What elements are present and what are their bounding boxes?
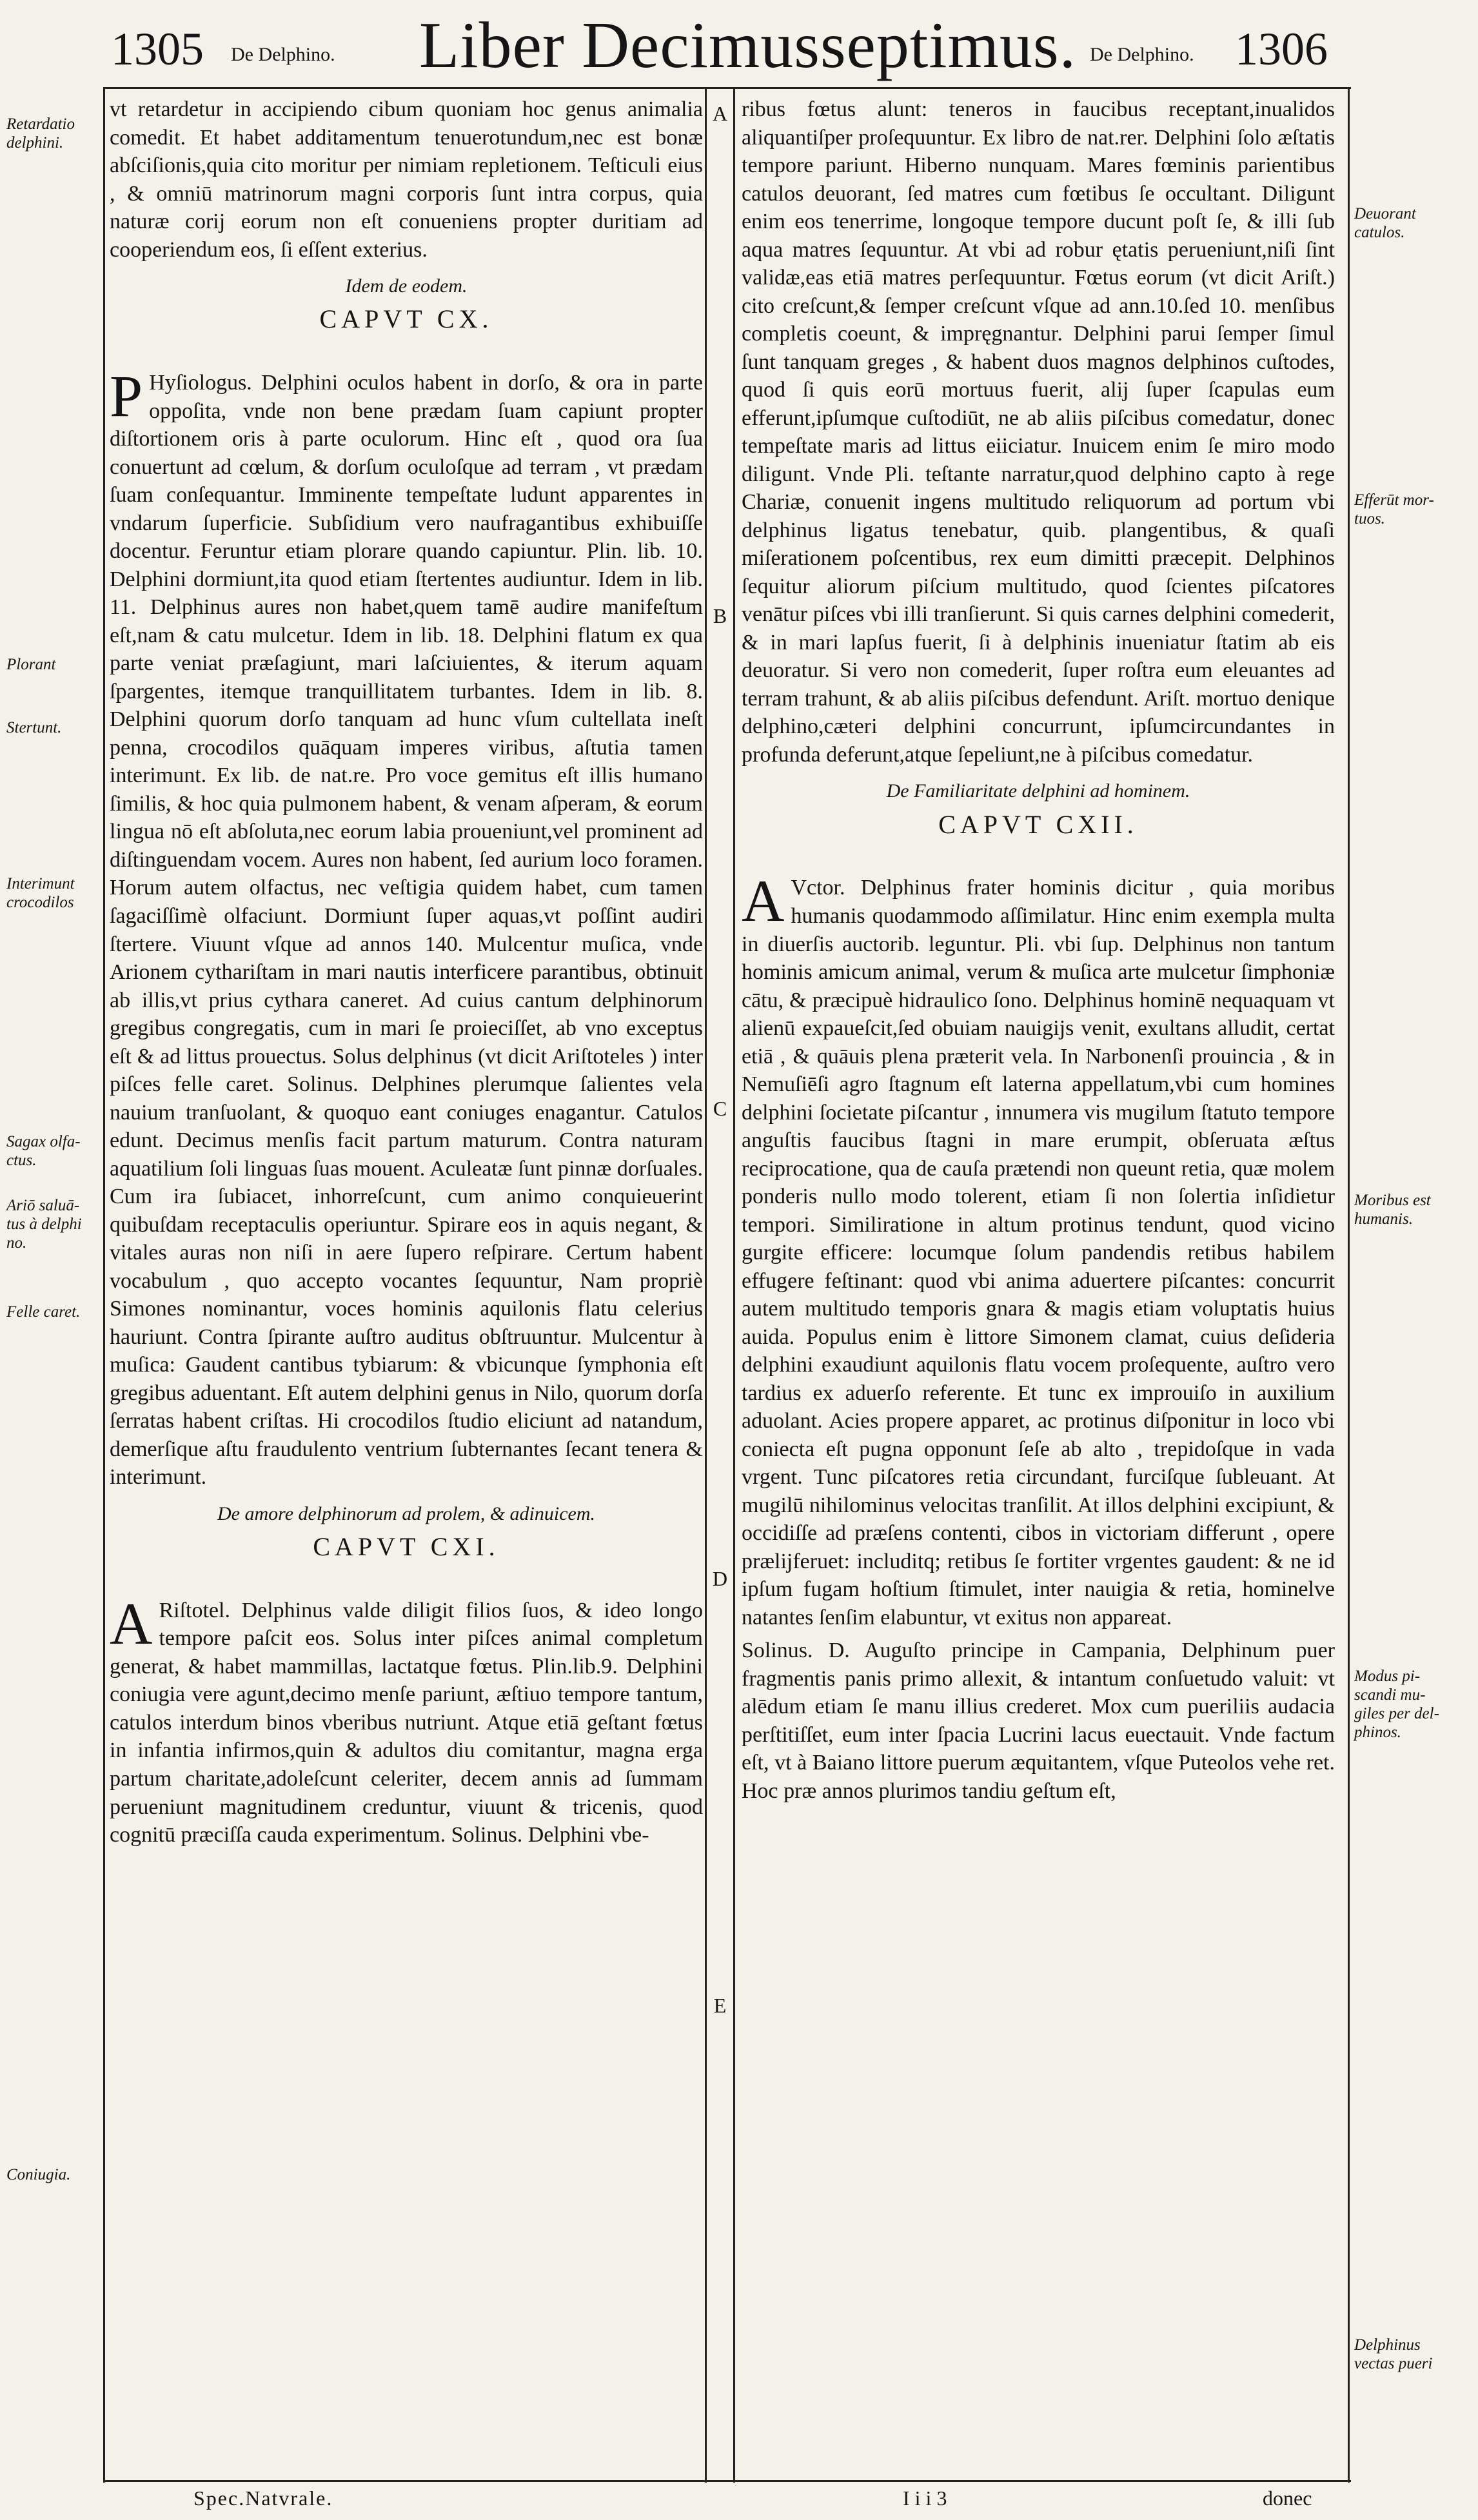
margin-note-plorant: Plorant (6, 656, 56, 673)
left-page-number: 1305 (111, 23, 204, 75)
margin-note-moribus: Moribus est humanis. (1354, 1192, 1431, 1228)
left-subhead-2: De amore delphinorum ad prolem, & adinuicem. (217, 1502, 596, 1524)
chapter-112-heading: CAPVT CXII. (938, 809, 1138, 839)
section-mark-b: B (713, 604, 727, 627)
margin-note-stertunt: Stertunt. (6, 719, 62, 736)
chapter-112-text: Vctor. Delphinus frater hominis dicitur , quia moribus humanis quodammodo aſſimilatur. Hinc enim exempla multa in diuerſis auctorib. leguntur. Pli. vbi ſup. Delphinus non tantum hominis amicum animal, verum & muſica arte mulcetur ſimphoniæ cātu, & præcipuè hidraulico ſono. Delphinus hominē nequaquam vt alienū expaueſcit,ſed obuiam nauigijs venit, exultans alludit, certat etiā , & quāuis plena præterit vela. In Narbonenſi prouincia , & in Nemuſiēſi agro ſtagnum eſt laterna appellatum,vbi cum homines delphini ſocietate piſcantur , innumera vis mugilum ſtatuto tempore anguſtis faucibus ſtagni in mare erumpit, obſeruata æſtus reciprocatione, qua de cauſa prætendi non queunt retia, quæ molem ponderis nullo modo tolerent, etiam ſi non ſolertia inſidietur tempori. Similiratione in altum protinus tendunt, quod vicino gurgite efficere: locumque ſolum pandendis retibus habilem effugere feſtinant: quod vbi anima aduertere piſcantes: concurrit autem multitudo temporis gnara & magis etiam voluptatis huius auida. Populus enim è littore Simonem clamat, cuius deſideria delphini exaudiunt aquilonis flatu vocem proſequente, auſtro vero tardius ex aduerſo referente. Et tunc ex improuiſo in auxilium aduolant. Acies propere apparet, ac protinus diſponitur in loco vbi coniecta eſt pugna opponunt ſeſe ab alto , trepidoſque in vada vrgent. Tunc piſcatores retia circundant, furciſque ſubleuant. At mugilū nihilominus velocitas tranſilit. At illos delphini excipiunt, & occidiſſe ad præſens contenti, cibos in victoriam differunt , opere prælijferuet: includitq; retibus ſe fortiter vrgentes gaudent: & ne id ipſum fugam hoſtium ſtimulet, inter nauigia & retia, hominelve natantes ſenſim elabuntur, vt exitus non appareat. (742, 876, 1335, 1629)
chapter-111-heading: CAPVT CXI. (313, 1532, 500, 1562)
chapter-110-initial: P (110, 363, 143, 429)
section-mark-d: D (712, 1567, 728, 1590)
page-header (0, 0, 1478, 87)
section-letter-marks (707, 0, 733, 2520)
left-marginal-notes (0, 0, 100, 2520)
right-column-rule (1348, 87, 1350, 2483)
chapter-110-text-block (110, 341, 703, 1491)
right-marginal-notes (1354, 0, 1478, 2520)
chapter-111-initial: A (110, 1590, 153, 1657)
margin-note-deuorant: Deuorant catulos. (1354, 205, 1416, 241)
left-running-head: De Delphino. (231, 44, 335, 65)
right-column-body (742, 95, 1335, 1805)
left-column-rule (103, 87, 105, 2483)
book-title: Liber Decimusseptimus. (419, 9, 1077, 82)
margin-note-modus: Modus pi- scandi mu- giles per del- phinos. (1354, 1668, 1439, 1741)
margin-note-arion: Ariō saluā- tus à delphi no. (6, 1197, 82, 1252)
left-column-body (110, 95, 703, 1849)
signature-mark: I i i 3 (903, 2486, 947, 2510)
footer-spec-naturale: Spec.Natvrale. (193, 2486, 333, 2510)
section-mark-e: E (713, 1994, 727, 2017)
margin-note-interimunt: Interimunt crocodilos (6, 875, 75, 911)
chapter-111-text: Riſtotel. Delphinus valde diligit filios ſuos, & ideo longo tempore paſcit eos. Solus inter piſces animal completum generat, & habet mammillas, lactatque fœtus. Plin.lib.9. Delphini coniugia vere agunt,decimo menſe pariunt, æſtiuo tempore tantum, catulos interdum binos vberibus nutriunt. Atque etiā geſtant fœtus in infantia infirmos,quin & adultos diu comitantur, magna erga partum charitate,adoleſcunt celeriter, decem annis ad ſummam perueniunt magnitudinem creduntur, viuunt & tricenis, quod cognitū præciſſa cauda experimentum. Solinus. Delphini vbe- (110, 1598, 703, 1847)
right-intro-text: ribus fœtus alunt: teneros in faucibus receptant,inualidos aliquantiſper proſequuntur. Ex libro de nat.rer. Delphini ſolo æſtatis tempore pariunt. Hiberno nunquam. Mares fœminis parientibus catulos deuorant, ſed matres cum fœtibus ſe occultant. Diligunt enim eos tenerrime, longoque tempore ducunt poſt ſe, & illi ſub aqua matres ſequuntur. At vbi ad robur ętatis perueniunt,niſi ſint validæ,eas etiā matres perſequuntur. Fœtus eorum (vt dicit Ariſt.) cito creſcunt,& ſemper creſcunt vſque ad ann.10.ſed 10. menſibus completis coeunt, & impręgnantur. Delphini parui ſemper ſimul ſunt tanquam greges , & habent duos magnos delphinos cuſtodes, quod ſi quis eorū mortuus fuerit, alij ſuper ſcapulas eum efferunt,ipſumque cuſtodiūt, ne ab aliis piſcibus comedatur, donec tempeſtate maris ad littus eiiciatur. Inuicem enim ſe miro modo diligunt. Vnde Pli. teſtante narratur,quod delphino capto à rege Chariæ, conuenit ingens multitudo reliquorum ad portum vbi delphinus ligatus tenebatur, quib. plangentibus, & quaſi miſerationem poſcentibus, rex eum dimitti præcepit. Delphinos ſequitur aliorum piſcium multitudo, quod ſcientes piſcatores venātur piſces vbi illi tranſierunt. Si quis carnes delphini comederit, & in mari lapſus fuerit, ſi à delphinis inueniatur ſtatim ab eis deuoratur. Si vero non comederit, ſuper roſtra eum eleuantes ad terram trahunt, & ab aliis piſcibus defendunt. Ariſt. mortuo denique delphino,cæteri delphini concurrunt, ipſumcircundantes in profunda deferunt,atque ſepeliunt,ne à piſcibus comedatur. (742, 97, 1335, 767)
right-page-number: 1306 (1235, 23, 1328, 75)
center-gutter-rule-right (733, 89, 735, 2483)
margin-note-sagax: Sagax olfa- ctus. (6, 1133, 81, 1169)
chapter-110-heading: CAPVT CX. (319, 304, 493, 334)
chapter-112-text-block (742, 846, 1335, 1631)
chapter-110-text: Hyſiologus. Delphini oculos habent in dorſo, & ora in parte oppoſita, vnde non bene prædam ſuam capiunt propter diſtortionem oris à parte oculorum. Hinc eſt , quod ora ſua conuertunt ad cœlum, & dorſum oculoſque ad terram , vt prædam ſuam conſequantur. Imminente tempeſtate ludunt apparentes in vndarum ſuperficie. Subſidium vero naufragantibus exhibuiſſe docentur. Feruntur etiam plorare quando capiuntur. Plin. lib. 10. Delphini dormiunt,ita quod etiam ſtertentes audiuntur. Idem in lib. 11. Delphinus aures non habet,quem tamē audire manifeſtum eſt,nam & catu mulcetur. Idem in lib. 18. Delphini flatum ex qua parte veniat præſagiunt, mari laſciuientes, & iterum aquam ſpargentes, itemque tranquillitatem turbantes. Idem in lib. 8. Delphini quorum dorſo tanquam ad hunc vſum cultellata ineſt penna, crocodilos quāquam imperes viribus, aſtutia tamen interimunt. Ex lib. de nat.re. Pro voce gemitus eſt illis humano ſimilis, & hoc quia pulmonem habent, & venam aſperam, & eorum lingua nō eſt abſoluta,nec eorum labia proueniunt,vel prominent ad diſtinguendam vocem. Aures non habent, ſed aurium loco foramen. Horum autem olfactus, nec veſtigia quidem habet, cum tamen ſagaciſſimè olfaciunt. Dormiunt ſuper aquas,vt poſſint audiri ſtertere. Viuunt vſque ad annos 140. Mulcentur muſica, vnde Arionem cythariſtam in mari nautis interficere parantibus, obtinuit ab illis,vt prius cythara caneret. Ad cuius cantum delphinorum gregibus congregatis, cum in mari ſe proieciſſet, ab vno exceptus eſt & ad littus prouectus. Solus delphinus (vt dicit Ariſtoteles ) inter piſces felle caret. Solinus. Delphines plerumque ſalientes vela nauium tranſuolant, & quoquo eant coniuges enagantur. Catulos edunt. Decimus menſis facit partum maturum. Contra naturam aquatilium ſoli linguas ſuas mouent. Aculeatæ ſunt pinnæ dorſuales. Cum ira ſubiacet, inhorreſcunt, cum animo conquieuerint quibuſdam receptaculis operiuntur. Spirare eos in aquis negant, & vitales auras non niſi in aere ſupero reſpirare. Certum habent vocabulum , quo accepto vocantes ſequuntur, Nam propriè Simones nominantur, voces hominis aquilonis flatu celerius hauriunt. Contra ſpirante auſtro auditus obſtruuntur. Mulcentur à muſica: Gaudent cantibus tybiarum: & vbicunque ſymphonia eſt gregibus aduentant. Eſt autem delphini genus in Nilo, quorum dorſa ſerratas habent criſtas. Hi crocodilos ſtudio eliciunt ad natandum, demerſique aſtu fraudulento ventrium ſubternantes ſecant tenera & interimunt. (110, 371, 703, 1490)
page-footer (0, 2483, 1478, 2520)
chapter-111-text-block (110, 1568, 703, 1849)
margin-note-delphinus: Delphinus vectas pueri (1354, 2336, 1433, 2372)
margin-note-felle: Felle caret. (6, 1303, 81, 1321)
right-text-column (742, 95, 1335, 2478)
section-mark-c: C (713, 1097, 727, 1120)
solinus-paragraph: Solinus. D. Auguſto principe in Campania, Delphinum puer fragmentis panis primo allexit, & intantum conſuetudo valuit: vt alēdum etiam ſe manu illius crederet. Mox cum pueriliis audacia perſtitiſſet, eum inter ſpacia Lucrini lacus euectauit. Vnde factum eſt, vt à Baiano littore puerum æquitantem, vſque Puteolos vehe ret. Hoc præ annos plurimos tandiu geſtum eſt, (742, 1639, 1335, 1803)
right-subhead-1: De Familiaritate delphini ad hominem. (886, 780, 1190, 802)
margin-note-efferunt: Efferūt mor- tuos. (1354, 491, 1434, 527)
margin-note-coniugia: Coniugia. (6, 2166, 71, 2183)
left-text-column (110, 95, 703, 2478)
margin-note-retardatio: Retardatio delphini. (6, 115, 75, 152)
chapter-112-initial: A (742, 868, 785, 934)
section-mark-a: A (712, 102, 728, 125)
left-subhead-1: Idem de eodem. (345, 275, 468, 297)
left-intro-text: vt retardetur in accipiendo cibum quoniam hoc genus animalia comedit. Et habet additamentum tenuerotundum,nec est bonæ abſciſionis,quia cito moritur per nimiam repletionem. Teſticuli eius , & omniū matrinorum magni corporis ſunt intra corpus, quia naturæ corij eorum non eſt conueniens propter duritiam ad cooperiendum eos, ſi eſſent exterius. (110, 97, 703, 262)
catchword: donec (1263, 2486, 1312, 2510)
right-running-head: De Delphino. (1090, 44, 1194, 65)
